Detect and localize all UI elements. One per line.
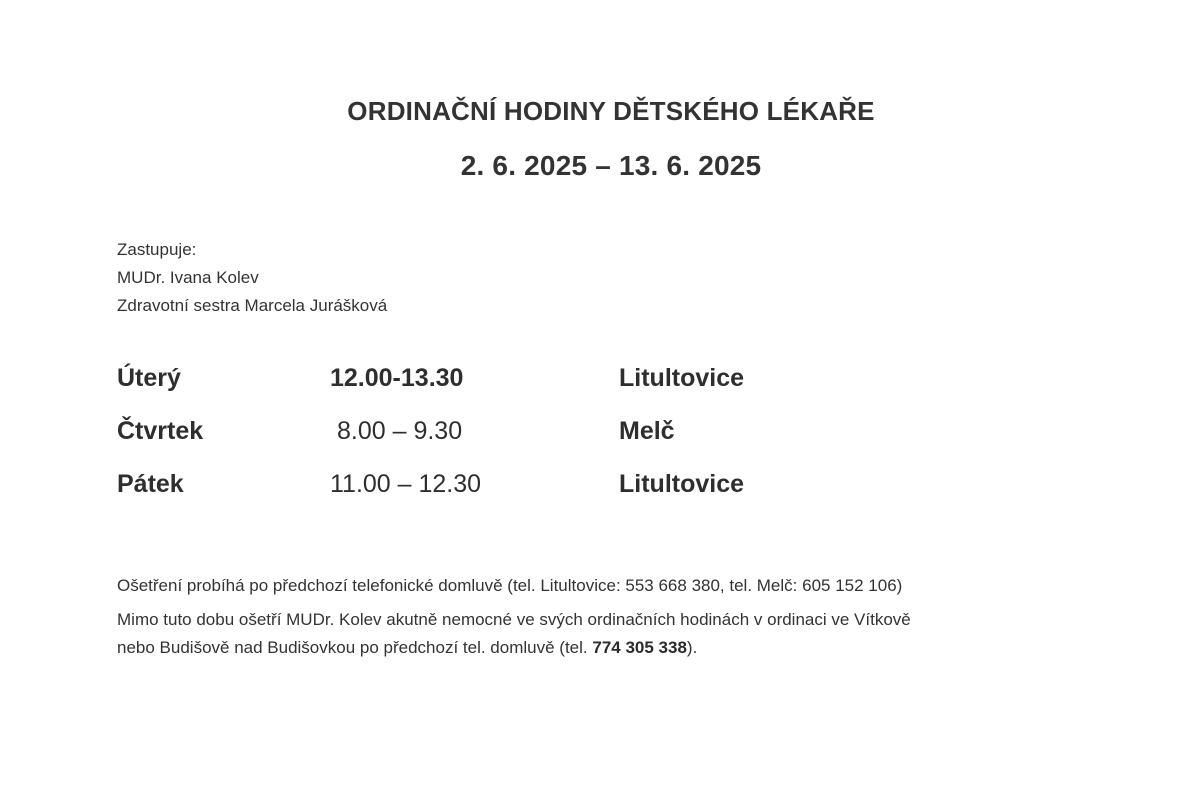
note-line3-prefix: nebo Budišově nad Budišovkou po předchozí tel. domluvě (tel. [117,638,593,657]
substitute-nurse: Zdravotní sestra Marcela Jurášková [117,296,388,315]
date-range: 2. 6. 2025 – 13. 6. 2025 [460,150,762,181]
note-appointment: Ošetření probíhá po předchozí telefonické domluvě (tel. Litultovice: 553 668 380, tel. Melč: 605 152 106) [117,576,903,595]
note-outside-hours-line2 [117,634,1117,662]
substitute-doctor: MUDr. Ivana Kolev [117,268,259,287]
schedule-day: Pátek [117,470,184,498]
schedule-row [117,364,917,417]
schedule-row [117,470,917,523]
schedule-row [117,417,917,470]
schedule-day: Čtvrtek [117,417,204,445]
schedule-time: 11.00 – 12.30 [330,470,482,498]
schedule-place: Litultovice [619,470,745,498]
schedule-place: Litultovice [619,364,745,392]
note-line3-suffix: ). [686,638,698,657]
schedule-time: 12.00-13.30 [330,364,464,392]
document-title: ORDINAČNÍ HODINY DĚTSKÉHO LÉKAŘE [347,96,875,126]
schedule-place: Melč [619,417,675,445]
phone-number: 774 305 338 [592,638,687,657]
substitute-block [117,236,387,320]
notes-block [117,572,1117,662]
schedule-time: 8.00 – 9.30 [337,417,463,445]
schedule-table [117,364,917,523]
note-outside-hours-line1: Mimo tuto dobu ošetří MUDr. Kolev akutně nemocné ve svých ordinačních hodinách v ordinaci ve Vítkově [117,610,911,629]
substitute-label: Zastupuje: [117,240,197,259]
schedule-day: Úterý [117,364,181,392]
